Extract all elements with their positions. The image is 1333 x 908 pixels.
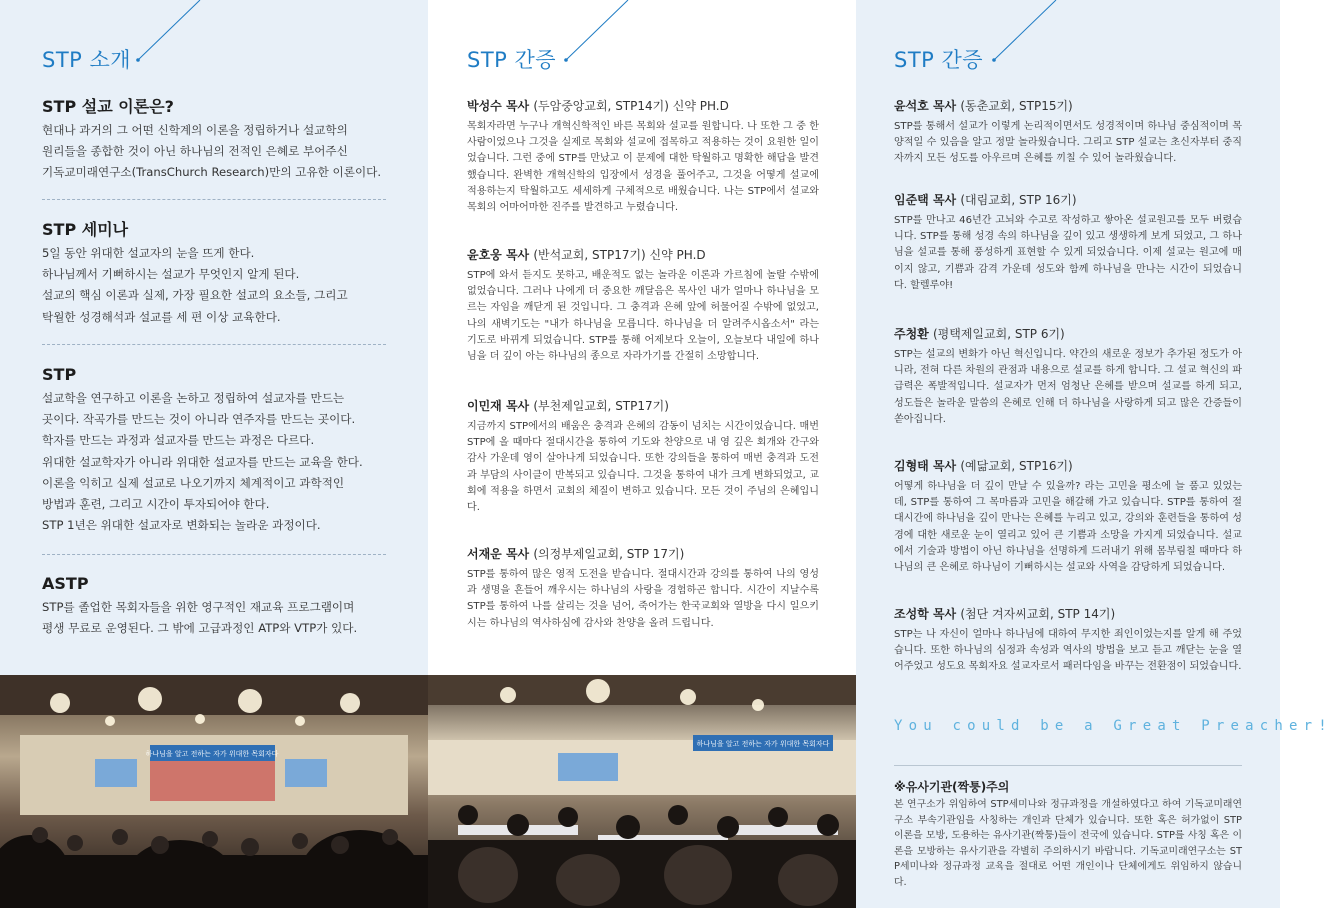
section-body: [42, 597, 392, 639]
title-deco-line: [134, 0, 214, 64]
pastor-name: 윤석호 목사: [894, 99, 957, 113]
testimony-text: STP는 나 자신이 얼마나 하나님에 대하여 무지한 죄인이었는지를 알게 해 주었습니다. 또한 하나님의 심정과 속성과 역사의 방법을 보고 듣고 깨닫는 눈을 열어주었고 성도요 목회자요 설교자로서 패러다임을 바꾸는 전환점이 되었습니다.: [894, 629, 1242, 673]
title-deco-line: [990, 0, 1070, 64]
body-line: 원리들을 종합한 것이 아닌 하나님의 전적인 은혜로 부어주신: [42, 144, 348, 159]
body-line: 기독교미래연구소(TransChurch Research)만의 고유한 이론이다.: [42, 165, 382, 180]
intro-title: STP 소개: [42, 48, 132, 72]
pastor-affiliation: (동춘교회, STP15기): [960, 99, 1073, 113]
testimony-name: [894, 457, 1242, 475]
body-line: STP 1년은 위대한 설교자로 변화되는 놀라운 과정이다.: [42, 518, 321, 533]
pastor-name: 김형태 목사: [894, 459, 957, 473]
seminar-photo-left: [0, 675, 428, 908]
pastor-affiliation: (두암중앙교회, STP14기) 신약 PH.D: [533, 99, 729, 113]
intro-section-astp: [42, 574, 392, 639]
pastor-affiliation: (평택제일교회, STP 6기): [932, 327, 1065, 341]
intro-column: [0, 0, 428, 675]
testimony-name: [894, 97, 1242, 115]
intro-section-theory: [42, 97, 392, 184]
testimony-text: STP를 만나고 46년간 고뇌와 수고로 작성하고 쌓아온 설교원고를 모두 버렸습니다. STP를 통해 성경 속의 하나님을 깊이 있고 생생하게 보게 되었고, 그 하나님을 설교를 통해 풍성하게 표현할 수 있게 되었습니다. 이제 설교는 원고에 매이지 않고, 기쁨과 감격 가운데 성도와 함께 하나님을 만나는 시간이 되었습니다. 할렐루야!: [894, 215, 1242, 291]
testimony-text: STP를 통하여 많은 영적 도전을 받습니다. 절대시간과 강의를 통하여 나의 영성과 생명을 흔들어 깨우시는 하나님의 사랑을 경험하곤 합니다. 시간이 지날수록 STP를 통하여 나를 살리는 것을 넘어, 죽어가는 한국교회와 열방을 다시 일으키시는 하나님의 역사하심에 감사와 찬양을 올려 드립니다.: [467, 569, 819, 629]
testimony-text: 지금까지 STP에서의 배움은 충격과 은혜의 감동이 넘치는 시간이었습니다. 매번 STP에 올 때마다 절대시간을 통하여 기도와 찬양으로 내 영 깊은 회개와 간구와 감사 가운데 영이 살아나게 되었습니다. 또한 강의들을 통하여 매번 충격과 도전과 부담의 사이클이 반복되고 있습니다. 그것을 통하여 내가 크게 변화되었고, 교회에 적용을 하면서 교회의 체질이 변하고 있습니다. 모든 것이 주님의 은혜입니다.: [467, 421, 819, 514]
divider: [894, 765, 1242, 766]
testimony-item: [467, 97, 819, 216]
testimony-column-2: [856, 0, 1333, 908]
pastor-name: 조성학 목사: [894, 607, 957, 621]
body-line: 설교의 핵심 이론과 실제, 가장 필요한 설교의 요소들, 그리고: [42, 288, 348, 303]
testimony-name: [467, 246, 819, 264]
pastor-name: 윤호웅 목사: [467, 248, 530, 262]
testimony-item: [894, 605, 1242, 676]
testimony-name: [894, 605, 1242, 623]
body-line: 현대나 과거의 그 어떤 신학계의 이론을 정립하거나 설교학의: [42, 123, 348, 137]
tagline: You could be a Great Preacher!: [894, 718, 1333, 734]
pastor-name: 주청환: [894, 327, 929, 341]
body-line: 학자를 만드는 과정과 설교자를 만드는 과정은 다르다.: [42, 433, 315, 448]
section-body: [42, 120, 392, 184]
pastor-affiliation: (대림교회, STP 16기): [960, 193, 1077, 207]
testimony-item: [467, 545, 819, 632]
intro-section-seminar: [42, 220, 392, 328]
pastor-affiliation: (반석교회, STP17기) 신약 PH.D: [533, 248, 706, 262]
pastor-name: 이민재 목사: [467, 399, 530, 413]
notice-heading: ※유사기관(짝퉁)주의: [894, 780, 1010, 794]
body-line: 하나님께서 기뻐하시는 설교가 무엇인지 알게 된다.: [42, 267, 300, 282]
banner-text: 하나님을 알고 전하는 자가 위대한 목회자다: [696, 740, 830, 748]
notice-text: 본 연구소가 위임하여 STP세미나와 정규과정을 개설하였다고 하여 기독교미래연구소 부속기관임을 사칭하는 개인과 단체가 있습니다. 또한 혹은 허가없이 STP 이론을 모방, 도용하는 유사기관(짝퉁)들이 전국에 있습니다. STP를 사칭 혹은 이론을 모방하는 유사기관을 각별히 주의하시기 바랍니다. 기독교미래연구소는 STP세미나와 정규과정 교육을 절대로 어떤 개인이나 단체에게도 위임하지 않습니다.: [894, 799, 1242, 888]
pastor-affiliation: (예닮교회, STP16기): [960, 459, 1073, 473]
divider: [42, 199, 386, 200]
body-line: 설교학을 연구하고 이론을 논하고 정립하여 설교자를 만드는: [42, 391, 345, 405]
testimony-item: [894, 191, 1242, 294]
body-line: 평생 무료로 운영된다. 그 밖에 고급과정인 ATP와 VTP가 있다.: [42, 621, 358, 636]
body-line: 곳이다. 작곡가를 만드는 것이 아니라 연주자를 만드는 곳이다.: [42, 412, 356, 427]
testimony-name: [467, 397, 819, 415]
banner-text: 하나님을 알고 전하는 자가 위대한 목회자다: [145, 750, 279, 758]
pastor-name: 박성수 목사: [467, 99, 530, 113]
seminar-photo-right: [428, 675, 856, 908]
testimony-text: STP에 와서 듣지도 못하고, 배운적도 없는 놀라운 이론과 가르침에 놀랄 수밖에 없었습니다. 그러나 나에게 더 중요한 깨달음은 목사인 내가 얼마나 하나님을 모르는 자임을 깨닫게 된 것입니다. 그 충격과 은혜 앞에 허물어질 수밖에 없었고, 나의 새벽기도는 "내가 하나님을 모릅니다. 하나님을 더 알려주시옵소서" 라는 기도로 바뀌게 되었습니다. STP를 통해 어제보다 오늘이, 오늘보다 내일에 하나님을 더 깊이 아는 하나님의 종으로 자라가기를 간절히 소망합니다.: [467, 270, 819, 363]
divider: [42, 554, 386, 555]
section-heading: ASTP: [42, 574, 89, 593]
testimony-name: [894, 191, 1242, 209]
pastor-name: 서재운 목사: [467, 547, 530, 561]
intro-section-stp: [42, 365, 392, 536]
testimony-title: STP 간증: [467, 48, 557, 72]
section-heading: STP 설교 이론은?: [42, 97, 174, 116]
testimony-item: [467, 397, 819, 516]
testimony-item: [894, 325, 1242, 428]
testimony-name: [467, 545, 819, 563]
section-heading: STP: [42, 365, 77, 384]
body-line: 5일 동안 위대한 설교자의 눈을 뜨게 한다.: [42, 246, 255, 260]
notice-box: [894, 778, 1242, 891]
testimony-text: STP를 통해서 설교가 이렇게 논리적이면서도 성경적이며 하나님 중심적이며 목양적일 수 있음을 알고 정말 놀라웠습니다. 그리고 STP 설교는 초신자부터 중직자까지 모든 성도를 아우르며 은혜를 끼칠 수 있어 놀라웠습니다.: [894, 121, 1242, 165]
body-line: 위대한 설교학자가 아니라 위대한 설교자를 만드는 교육을 한다.: [42, 454, 363, 469]
title-deco-line: [562, 0, 642, 64]
pastor-name: 임준택 목사: [894, 193, 957, 207]
body-line: 방법과 훈련, 그리고 시간이 투자되어야 한다.: [42, 497, 270, 512]
testimony-item: [467, 246, 819, 365]
testimony-item: [894, 97, 1242, 168]
pastor-affiliation: (의정부제일교회, STP 17기): [533, 547, 685, 561]
testimony-title: STP 간증: [894, 48, 984, 72]
pastor-affiliation: (첨단 겨자씨교회, STP 14기): [960, 607, 1116, 621]
testimony-text: 목회자라면 누구나 개혁신학적인 바른 목회와 설교를 원합니다. 나 또한 그 중 한 사람이었으나 그것을 실제로 목회와 설교에 접목하고 적용하는 것이 요원한 일이었습니다. 그런 중에 STP를 만났고 이 문제에 대한 탁월하고 명확한 해답을 발견했습니다. 완벽한 개혁신학의 입장에서 성경을 풀어주고, 그것을 어떻게 설교에 적용하는지 탁월하고도 세세하게 구체적으로 배웠습니다. 나는 STP에서 설교와 목회의 어마어마한 진주를 발견하고 누렸습니다.: [467, 121, 819, 214]
testimony-text: STP는 설교의 변화가 아닌 혁신입니다. 약간의 새로운 정보가 추가된 정도가 아니라, 전혀 다른 차원의 관점과 내용으로 설교를 하게 합니다. 그 설교 혁신의 파급력은 폭발적입니다. 설교자가 먼저 엄청난 은혜를 받으며 설교를 하게 되고, 성도들은 놀라운 말씀의 은혜로 인해 더 하나님을 사랑하게 되고 많은 간증들이 쏟아집니다.: [894, 349, 1242, 425]
body-line: 이론을 익히고 실제 설교로 나오기까지 체계적이고 과학적인: [42, 475, 345, 490]
testimony-name: [467, 97, 819, 115]
testimony-item: [894, 457, 1242, 576]
section-body: [42, 388, 392, 536]
section-body: [42, 243, 392, 328]
body-line: STP를 졸업한 목회자들을 위한 영구적인 재교육 프로그램이며: [42, 600, 355, 614]
body-line: 탁월한 성경해석과 설교를 세 편 이상 교육한다.: [42, 309, 281, 324]
pastor-affiliation: (부천제일교회, STP17기): [533, 399, 669, 413]
divider: [42, 344, 386, 345]
testimony-name: [894, 325, 1242, 343]
testimony-column-1: [428, 0, 856, 675]
section-heading: STP 세미나: [42, 220, 129, 239]
testimony-text: 어떻게 하나님을 더 깊이 만날 수 있을까? 라는 고민을 평소에 늘 품고 있었는데, STP를 통하여 그 목마름과 고민을 해갈해 가고 있습니다. STP를 통하여 절대시간에 하나님을 깊이 만나는 은혜를 누리고 있고, 강의와 훈련들을 통하여 성경에 대한 새로운 눈이 열리고 있어 큰 기쁨과 소망을 가지게 되었습니다. 설교에서 기술과 방법이 아닌 하나님을 선명하게 드러내기 위해 몸부림칠 때마다 하나님의 큰 은혜로 하나님이 기뻐하시는 설교와 사역을 감당하게 되었습니다.: [894, 481, 1242, 574]
